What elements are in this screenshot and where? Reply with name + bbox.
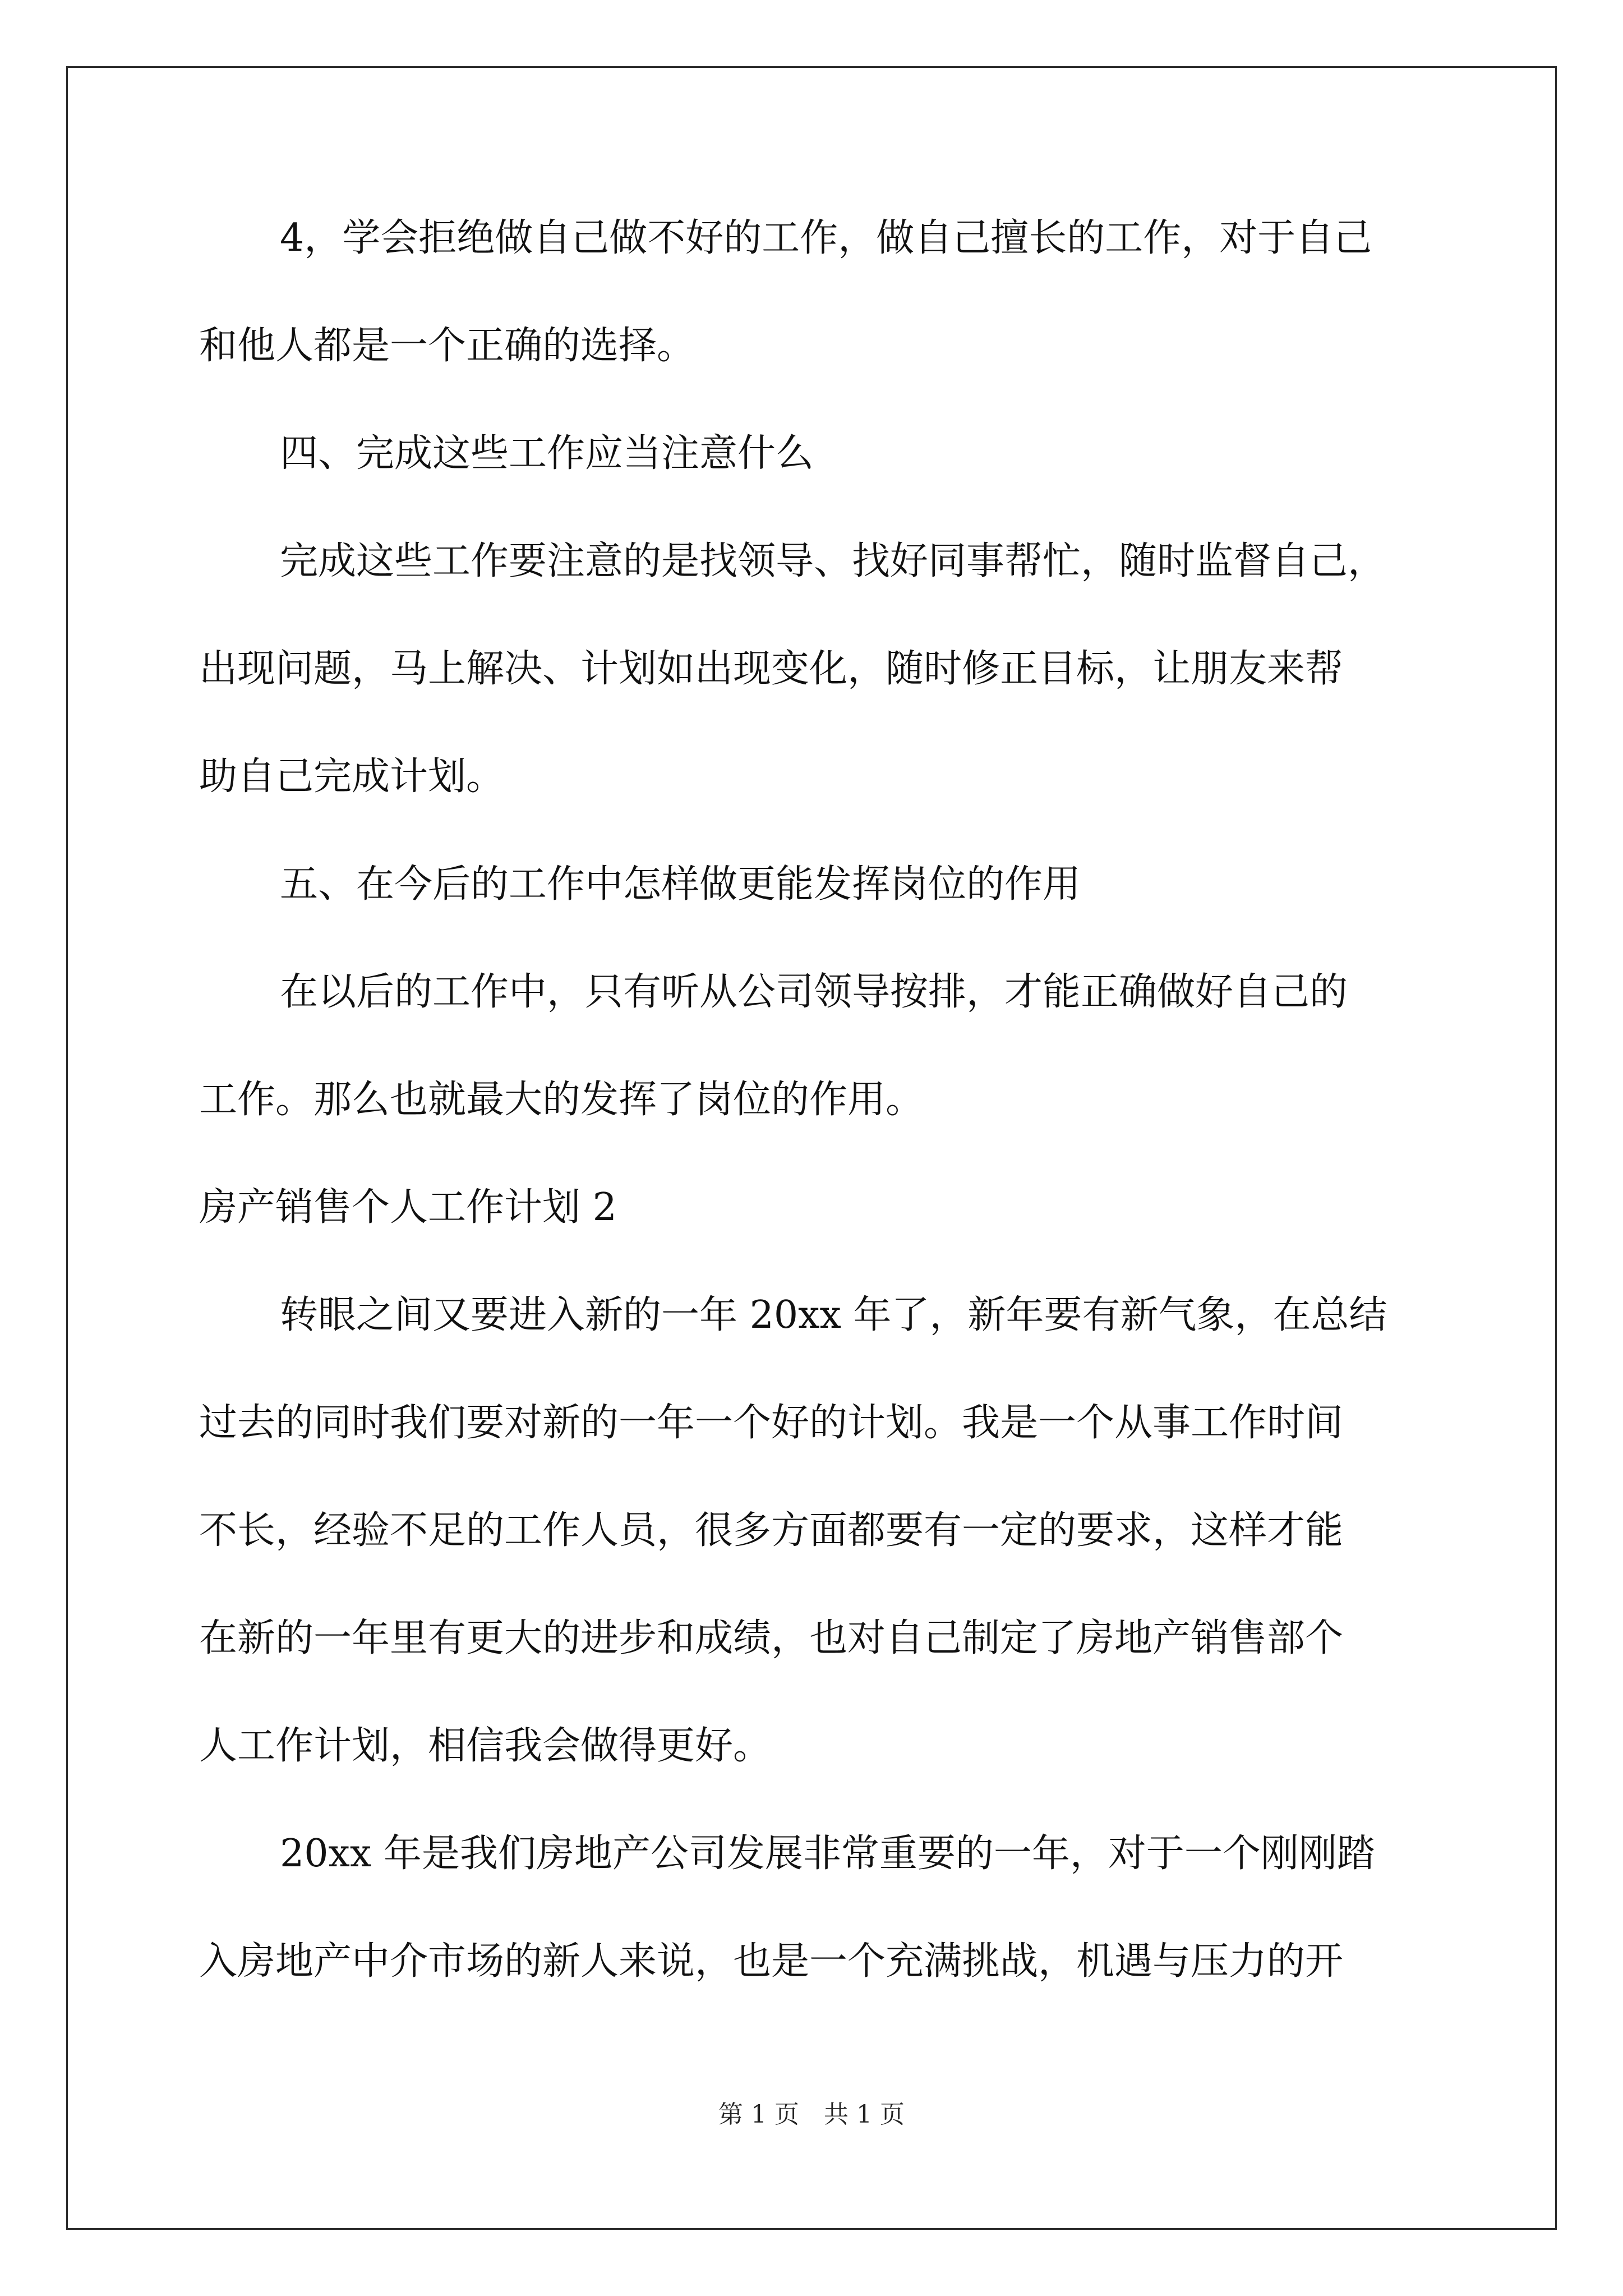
page-border — [66, 66, 1557, 2230]
paragraph-line: 工作。那么也就最大的发挥了岗位的作用。 — [199, 1078, 924, 1122]
page-footer: 第 1 页 共 1 页 — [718, 2100, 905, 2129]
paragraph-line: 和他人都是一个正确的选择。 — [199, 324, 695, 368]
section-heading: 四、完成这些工作应当注意什么 — [280, 431, 814, 476]
section-heading: 五、在今后的工作中怎样做更能发挥岗位的作用 — [280, 862, 1081, 907]
paragraph-line: 不长，经验不足的工作人员，很多方面都要有一定的要求，这样才能 — [199, 1508, 1344, 1553]
paragraph-line: 转眼之间又要进入新的一年 20xx 年了，新年要有新气象，在总结 — [280, 1293, 1387, 1337]
paragraph-line: 过去的同时我们要对新的一年一个好的计划。我是一个从事工作时间 — [199, 1401, 1344, 1445]
paragraph-line: 入房地产中介市场的新人来说，也是一个充满挑战，机遇与压力的开 — [199, 1939, 1344, 1984]
paragraph-line: 助自己完成计划。 — [199, 754, 505, 799]
paragraph-line: 20xx 年是我们房地产公司发展非常重要的一年，对于一个刚刚踏 — [280, 1832, 1375, 1876]
paragraph-line: 4，学会拒绝做自己做不好的工作，做自己擅长的工作，对于自己 — [280, 216, 1372, 260]
paragraph-line: 在以后的工作中，只有听从公司领导按排，才能正确做好自己的 — [280, 970, 1348, 1014]
paragraph-line: 人工作计划，相信我会做得更好。 — [199, 1724, 772, 1768]
paragraph-line: 出现问题，马上解决、计划如出现变化，随时修正目标，让朋友来帮 — [199, 647, 1344, 691]
document-title: 房产销售个人工作计划 2 — [199, 1185, 617, 1230]
paragraph-line: 完成这些工作要注意的是找领导、找好同事帮忙，随时监督自己， — [280, 539, 1386, 583]
paragraph-line: 在新的一年里有更大的进步和成绩，也对自己制定了房地产销售部个 — [199, 1616, 1344, 1660]
